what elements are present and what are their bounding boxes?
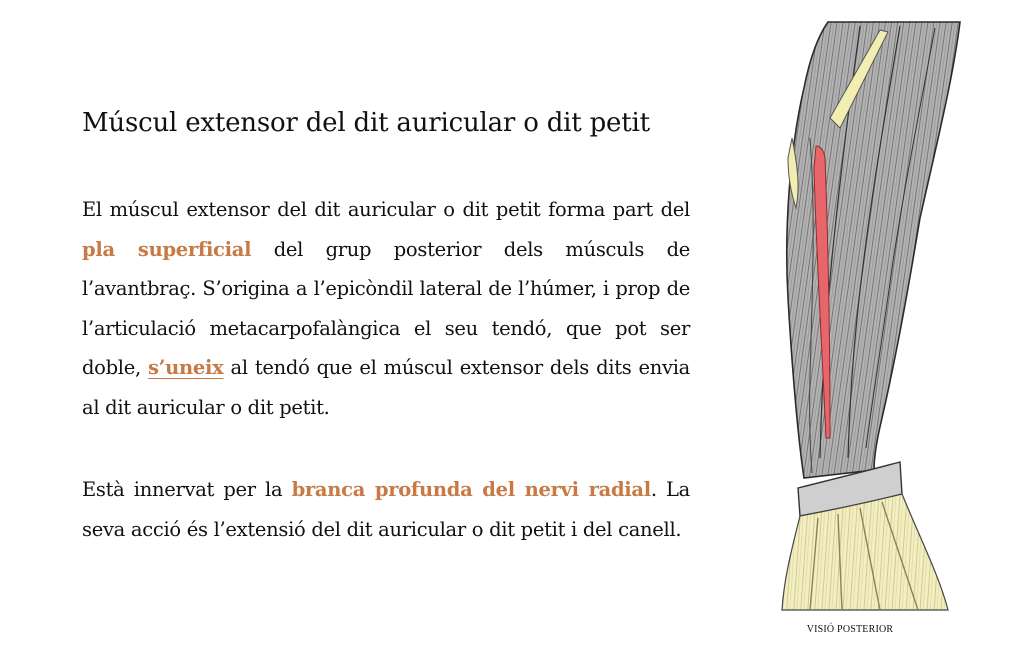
paragraph-innervation (82, 470, 690, 549)
forearm-anatomy-illustration (770, 18, 970, 618)
paragraph-text: El múscul extensor del dit auricular o dit petit forma part del (82, 198, 690, 221)
paragraph-text: al tendó que el múscul extensor dels dits envia al dit auricular o dit petit. (82, 356, 690, 419)
link-pla-superficial[interactable]: pla superficial (82, 237, 252, 261)
page-title: Múscul extensor del dit auricular o dit petit (82, 108, 650, 138)
paragraph-text: Està innervat per la (82, 478, 292, 501)
link-branca-profunda-nervi-radial[interactable]: branca profunda del nervi radial (291, 478, 651, 501)
figure-caption: VISIÓ POSTERIOR (806, 624, 894, 635)
paragraph-text: del grup posterior dels músculs de l’avantbraç. S’origina a l’epicòndil lateral de l’húmer, i prop de l’articulació metacarpofalàngica el seu tendó, que pot ser doble, (82, 237, 691, 379)
paragraph-origin (82, 190, 690, 427)
paragraph-text: . La seva acció és l’extensió del dit auricular o dit petit i del canell. (82, 478, 690, 541)
link-suneix[interactable]: s’uneix (147, 356, 224, 379)
